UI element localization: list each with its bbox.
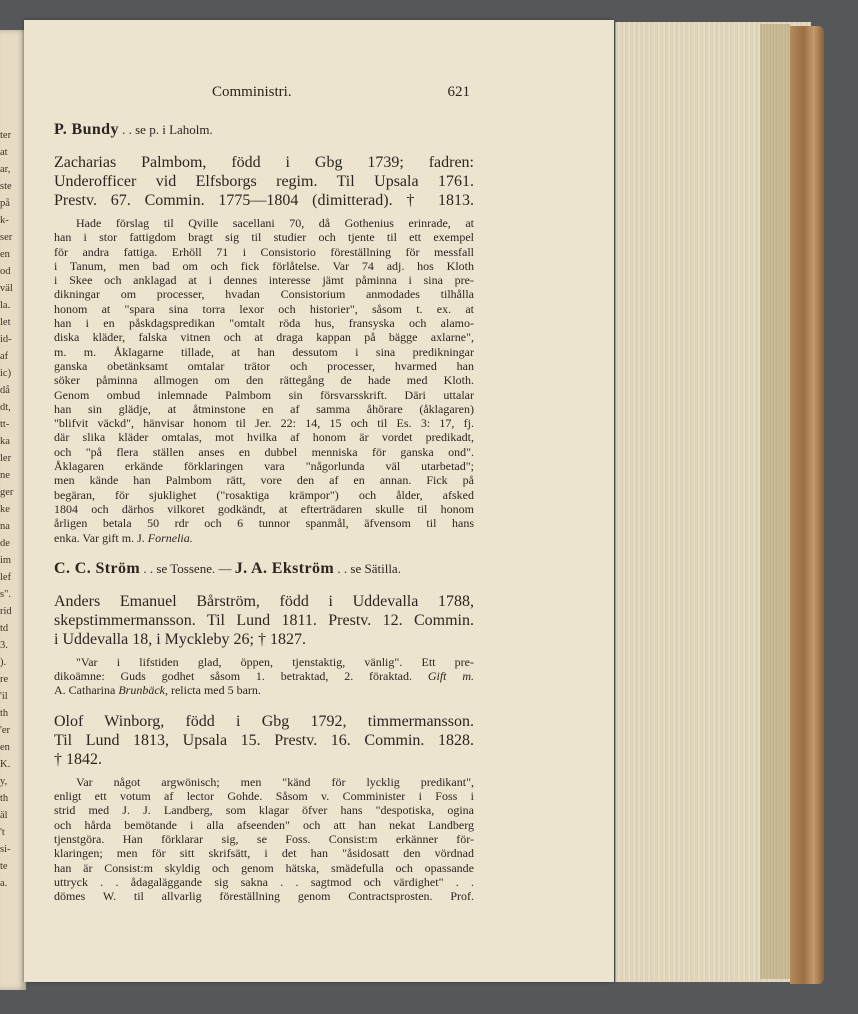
left-margin-fragment: th [0, 793, 9, 804]
left-margin-fragment: ser [0, 232, 13, 243]
body-line: dömes W. til allvarlig föreställning genom Contractsprosten. Prof. [54, 889, 474, 904]
left-margin-fragment: 'er [0, 725, 11, 736]
entry-name: C. C. Ström [54, 559, 141, 577]
entry-heading-line: † 1842. [54, 750, 102, 768]
body-text: , relicta med 5 barn. [164, 683, 261, 698]
entry-name: P. Bundy [54, 121, 119, 138]
page-content [54, 120, 474, 903]
left-margin-fragment: 'il [0, 691, 8, 702]
left-margin-fragment: tt- [0, 419, 10, 430]
left-margin-fragment: äl [0, 810, 8, 821]
left-margin-fragment: ic) [0, 368, 12, 379]
body-line: han sin glädje, at åtminstone en af samma åhörare (åklagaren) [54, 401, 474, 416]
entry-name: J. A. Ekström [234, 559, 335, 577]
gift-note: Gift m. [412, 669, 474, 684]
wife-name: Brunbäck [118, 683, 165, 698]
left-margin-fragment: ar, [0, 164, 11, 175]
left-margin-fragment: si- [0, 844, 11, 855]
body-line: Genom ombud inlemnade Palmbom sin försvarsskrift. Däri uttalar [54, 387, 474, 402]
left-margin-fragment: 3. [0, 640, 8, 651]
body-line: men kände han Palmbom rätt, vore den af en annan. Fick på [54, 473, 474, 488]
body-line: där slika kläder omtalas, mot hvilka af honom är vordet predikadt, [54, 430, 474, 445]
body-line: enligt ett votum af lector Gohde. Såsom v. Comminister i Foss i [54, 789, 474, 804]
left-margin-fragment: td [0, 623, 9, 634]
body-line: tjenstgöra. Han förklarar sig, se Foss. Consist:m erkänner för- [54, 831, 474, 846]
left-margin-fragment: af [0, 351, 9, 362]
body-line: han i en påskdagspredikan "omtalt röda hus, fransyska och alamo- [54, 316, 474, 331]
left-margin-fragment: 't [0, 827, 5, 838]
entry-heading-line: Olof Winborg, född i Gbg 1792, timmermansson. [54, 712, 474, 730]
left-margin-fragment: de [0, 538, 10, 549]
body-line: 1804 och därhos vilkoret godkändt, at efterträdaren skulle til honom [54, 501, 474, 516]
body-line: i Tanum, men bad om och fick förlåtelse. Var 74 adj. hos Kloth [54, 258, 474, 273]
left-margin-fragment: re [0, 674, 9, 685]
entry-strom-ekstrom [54, 559, 474, 578]
left-margin-fragment: na [0, 521, 10, 532]
left-margin-fragment: ka [0, 436, 10, 447]
left-margin-fragment: ste [0, 181, 12, 192]
left-margin-fragment: en [0, 742, 10, 753]
entry-palmbom [54, 153, 474, 545]
entry-heading-line: Anders Emanuel Bårström, född i Uddevalla 1788, [54, 592, 474, 610]
body-line: strid med J. J. Landberg, som klagar öfver hans "despotiska, ogina [54, 803, 474, 818]
left-margin-fragment: dt, [0, 402, 11, 413]
body-text: A. Catharina [54, 683, 119, 698]
left-margin-fragment: ne [0, 470, 10, 481]
left-margin-fragment: en [0, 249, 10, 260]
running-title: Comministri. [212, 84, 292, 100]
body-line: han är Consist:m skyldig och genom hätska, smädefulla och opassande [54, 860, 474, 875]
left-margin-fragment: ke [0, 504, 10, 515]
left-margin-fragment: s". [0, 589, 11, 600]
left-margin-fragment: k- [0, 215, 9, 226]
body-line: ganska obetänksamt omtalar trätor och processer, hvarmed han [54, 358, 474, 373]
book-page-stack-edge [760, 24, 790, 979]
left-page-edge [0, 30, 26, 990]
left-margin-fragment: at [0, 147, 8, 158]
body-line: uttryck . . ådagaläggande sig sakna . . sagtmod och värdighet" . . [54, 874, 474, 889]
entry-heading-line: Underofficer vid Elfsborgs regim. Til Upsala 1761. [54, 173, 474, 190]
left-margin-fragment: väl [0, 283, 13, 294]
left-margin-fragment: ler [0, 453, 12, 464]
body-line: och hårda bemötande i alla afseenden" och att han nekat Landberg [54, 817, 474, 832]
left-margin-fragment: od [0, 266, 11, 277]
left-margin-fragment: rid [0, 606, 12, 617]
left-margin-fragment: te [0, 861, 8, 872]
body-line-last [54, 683, 474, 697]
body-line: m. m. Åklagarne tillade, at han dessutom i sina predikningar [54, 344, 474, 359]
entry-heading-line: skepstimmermansson. Til Lund 1811. Prestv. 12. Commin. [54, 611, 474, 629]
left-margin-fragment: id- [0, 334, 12, 345]
left-margin-fragment: på [0, 198, 10, 209]
left-margin-fragment: im [0, 555, 12, 566]
entry-heading-line: Til Lund 1813, Upsala 15. Prestv. 16. Commin. 1828. [54, 731, 474, 749]
body-line: dikningar om processer, hvadan Consistorium anmodades tilhålla [54, 287, 474, 302]
body-line: honom at "spara sina torra lexor och historier", såsom t. ex. at [54, 301, 474, 316]
left-margin-fragment: lef [0, 572, 12, 583]
body-line: Hade förslag til Qville sacellani 70, då Gothenius erinrade, at [76, 216, 474, 230]
left-margin-fragment: a. [0, 878, 8, 889]
body-line: i Skee och anklagad at i dennes interesse jämt påminna i sina pre- [54, 273, 474, 288]
body-line: söker påminna allmogen om den rättegång de hade med Kloth. [54, 373, 474, 388]
body-line: "Var i lifstiden glad, öppen, tjenstaktig, vänlig". Ett pre- [76, 654, 474, 669]
body-text: dikoämne: Guds godhet såsom 1. betraktad, 2. föraktad. [54, 669, 413, 684]
body-line: Var något argwönisch; men "känd för lycklig predikant", [76, 774, 474, 789]
entry-heading-line: Zacharias Palmbom, född i Gbg 1739; fadren: [54, 154, 474, 171]
left-margin-fragment: ger [0, 487, 14, 498]
entry-bundy [54, 120, 474, 139]
left-margin-fragment: th [0, 708, 9, 719]
body-line [54, 669, 474, 683]
left-margin-fragment: la. [0, 300, 11, 311]
wife-name: Fornelia. [147, 530, 193, 545]
left-margin-fragment: let [0, 317, 11, 328]
body-line: diska kläder, falska vitnen och at draga kappan på bägge axlarne", [54, 330, 474, 345]
entry-heading-line: Prestv. 67. Commin. 1775—1804 (dimitterad). † 1813. [54, 192, 474, 209]
left-margin-fragment: y, [0, 776, 8, 787]
book-cover [790, 26, 824, 984]
entry-winborg [54, 712, 474, 904]
body-line-last [54, 531, 474, 545]
page-number: 621 [447, 84, 470, 100]
entry-heading-line: i Uddevalla 18, i Myckleby 26; † 1827. [54, 630, 306, 648]
body-line: för andra fattiga. Erhöll 71 i Consistorio föreställning för messfall [54, 244, 474, 259]
body-line: begäran, för sjuklighet ("rosaktiga krämpor") och ålder, afsked [54, 487, 474, 502]
body-text: enka. Var gift m. J. [54, 530, 145, 545]
body-line: och "på flera ställen anses en dubbel menniska för ganska ond". [54, 444, 474, 459]
body-line: han i stor fattigdom bragt sig til studier och tjente til ett exempel [54, 230, 474, 245]
entry-ref: . . se Tossene. — [140, 560, 235, 576]
left-margin-fragment: K. [0, 759, 11, 770]
entry-ref: . . se p. i Laholm. [118, 122, 213, 137]
body-line: Åklagaren erkände förklaringen vara "någorlunda väl utarbetad"; [54, 459, 474, 474]
body-line: årligen betala 50 rdr och 6 tunnor spanmål, äfvensom til hans [54, 516, 474, 531]
body-line: "blifvit väckd", hänvisar honom til Jer. 22: 14, 15 och til Es. 3: 17, fj. [54, 416, 474, 431]
left-margin-fragment: ). [0, 657, 7, 668]
left-margin-fragment: då [0, 385, 10, 396]
left-margin-fragment: ter [0, 130, 12, 141]
entry-ref: . . se Sätilla. [334, 560, 401, 576]
entry-barstrom [54, 592, 474, 698]
body-line: klaringen; men för sitt skrifsätt, i det han "åsidosatt den vördnad [54, 846, 474, 861]
